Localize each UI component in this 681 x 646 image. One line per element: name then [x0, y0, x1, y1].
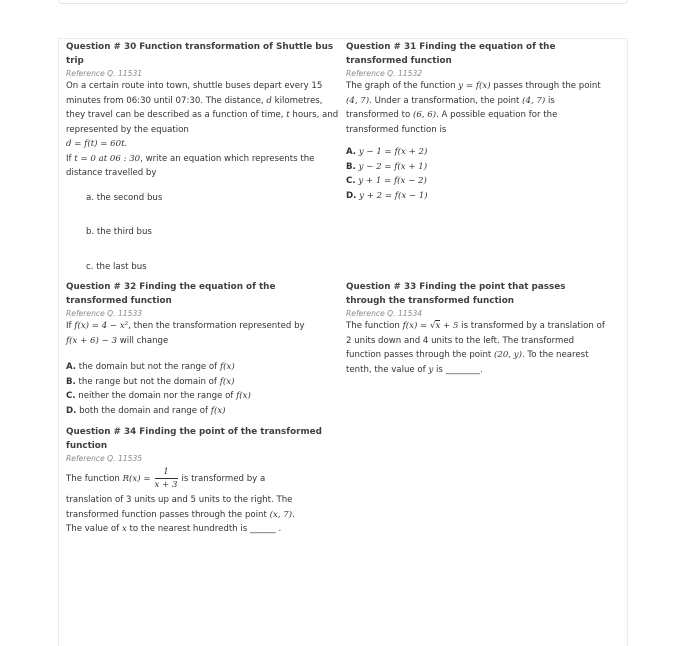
reference-number: Reference Q. 11533	[66, 309, 143, 318]
option-c[interactable]: C. y + 1 = f(x − 2)	[346, 176, 427, 186]
option-a[interactable]: A. the domain but not the range of f(x)	[66, 362, 235, 372]
fraction: $\frac{1}{x + 3}$	[154, 467, 178, 490]
question-title: Question # 30 Function transformation of Shuttle bus trip	[66, 42, 334, 66]
option-b[interactable]: B. y − 2 = f(x + 1)	[346, 161, 428, 172]
question-text: If f(x) = 4 − x², then the transformation represented by f(x + 6) − 3 will change	[66, 321, 305, 346]
option-b[interactable]: B. the range but not the domain of f(x)	[66, 376, 235, 387]
question-31	[346, 40, 608, 203]
sub-part-b: b. the third bus	[86, 227, 152, 237]
question-32	[66, 280, 340, 418]
question-title: Question # 33 Finding the point that passes through the transformed function	[346, 282, 566, 306]
question-33	[346, 280, 608, 377]
question-30	[66, 40, 340, 274]
question-text: The graph of the function y = f(x) passes through the point (4, 7). Under a transformation, the point (4, 7) is transformed to (6, 6). A possible equation for the transformed function is	[346, 81, 601, 135]
sub-part-c: c. the last bus	[86, 261, 147, 272]
question-text: On a certain route into town, shuttle buses depart every 15 minutes from 06:30 until 07:30. The distance, d kilometres, they travel can be described as a function of time, t hours, and represented by the equation d = f(t) = 60t. If t = 0 at 06 : 30, write an equation which represents the distance travelled by	[66, 81, 339, 178]
question-title: Question # 31 Finding the equation of the transformed function	[346, 42, 556, 66]
option-d[interactable]: D. both the domain and range of f(x)	[66, 405, 226, 416]
option-d[interactable]: D. y + 2 = f(x − 1)	[346, 190, 428, 201]
previous-page-card	[58, 0, 628, 4]
question-34	[66, 425, 340, 537]
square-root: √x	[429, 321, 441, 331]
option-a[interactable]: A. y − 1 = f(x + 2)	[346, 147, 428, 157]
question-title: Question # 34 Finding the point of the transformed function	[66, 427, 322, 451]
option-c[interactable]: C. neither the domain nor the range of f(x)	[66, 391, 251, 401]
reference-number: Reference Q. 11532	[346, 69, 423, 78]
question-text: The function f(x) = √x + 5 is transformed by a translation of 2 units down and 4 units to the left. The transformed function passes through the point (20, y). To the nearest tenth, the value of y is ________.	[346, 321, 605, 375]
reference-number: Reference Q. 11531	[66, 69, 143, 78]
reference-number: Reference Q. 11535	[66, 454, 143, 463]
equation: d = f(t) = 60t.	[66, 139, 128, 149]
sub-part-a: a. the second bus	[86, 192, 163, 203]
reference-number: Reference Q. 11534	[346, 309, 423, 318]
question-title: Question # 32 Finding the equation of the transformed function	[66, 282, 276, 306]
question-text: The function R(x) = $\frac{1}{x + 3}$ is transformed by a translation of 3 units up and 5 units to the right. The transformed function passes through the point (x, 7). The value of x to the nearest hundredth is ______ .	[66, 467, 295, 534]
